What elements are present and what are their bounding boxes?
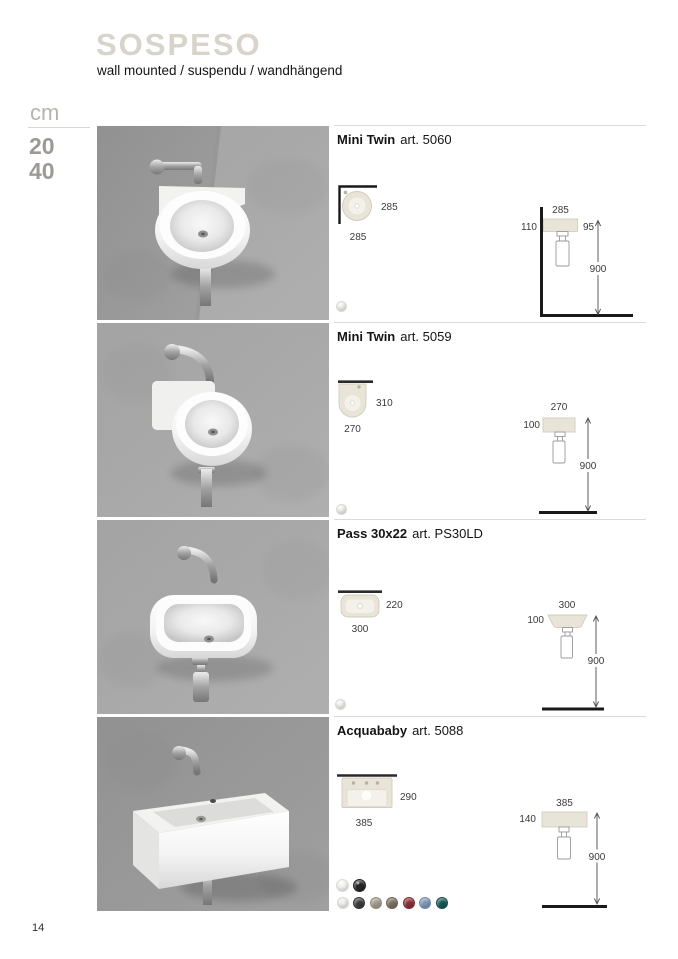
product-photo-oval-basin — [97, 520, 329, 714]
product-row — [0, 125, 678, 322]
top-view-drawing — [337, 776, 417, 830]
basin-side-view — [544, 219, 578, 232]
basin-side-view — [542, 812, 587, 827]
scale-20-label: 20 — [29, 133, 55, 159]
dim-label: 285 — [349, 232, 367, 243]
color-swatch — [336, 301, 347, 312]
technical-drawing — [330, 519, 660, 716]
dim-label: 270 — [344, 424, 361, 435]
dim-label: 900 — [589, 264, 607, 275]
tap-hole — [365, 781, 368, 784]
dim-label: 290 — [400, 792, 417, 803]
product-row — [0, 716, 678, 959]
dim-label: 220 — [386, 600, 403, 611]
color-swatch-glossy — [353, 879, 366, 892]
top-view-drawing — [340, 187, 399, 244]
dim-label: 385 — [556, 798, 573, 809]
page-title: SOSPESO — [96, 27, 262, 62]
product-name: Mini Twin — [337, 329, 396, 344]
dim-label: 100 — [523, 420, 540, 431]
siphon — [557, 232, 568, 237]
tap-hole — [376, 781, 379, 784]
product-name: Acquababy — [337, 723, 408, 738]
color-swatch-matte — [370, 897, 382, 909]
page-subtitle: wall mounted / suspendu / wandhängend — [97, 63, 343, 78]
product-row — [0, 519, 678, 716]
top-view-drawing — [338, 592, 403, 635]
unit-label: cm — [30, 100, 60, 125]
product-name: Mini Twin — [337, 132, 396, 147]
tap-hole — [344, 191, 348, 195]
side-view-drawing — [523, 402, 600, 513]
siphon — [563, 628, 573, 633]
dim-label: 140 — [519, 814, 536, 825]
side-view-drawing — [521, 205, 633, 316]
color-swatch-matte — [386, 897, 398, 909]
dim-label: 900 — [588, 852, 606, 863]
color-swatch-matte — [337, 897, 349, 909]
technical-drawing — [330, 125, 660, 322]
dim-label: 300 — [351, 624, 369, 635]
dim-label: 285 — [552, 205, 569, 216]
tap-hole — [357, 385, 360, 388]
dim-label: 270 — [550, 402, 568, 413]
product-photo-round-basin — [97, 323, 329, 517]
product-art: art. 5088 — [412, 723, 464, 738]
product-name: Pass 30x22 — [337, 526, 408, 541]
product-photo-corner-basin — [97, 126, 329, 320]
basin-side-view — [543, 418, 575, 432]
side-view-drawing — [527, 600, 608, 709]
dim-label: 95 — [583, 222, 595, 233]
dim-label: 285 — [381, 202, 398, 213]
technical-drawing — [330, 322, 660, 519]
product-photo-rect-basin — [97, 717, 329, 911]
dim-label: 110 — [521, 222, 537, 233]
dim-label: 310 — [376, 398, 393, 409]
dim-label: 900 — [579, 461, 597, 472]
scale-40-label: 40 — [29, 158, 55, 184]
color-swatch-matte — [353, 897, 365, 909]
product-art: art. PS30LD — [412, 526, 483, 541]
dim-label: 385 — [355, 818, 373, 829]
dim-label: 900 — [587, 656, 605, 667]
siphon — [559, 827, 569, 832]
dim-label: 100 — [527, 615, 544, 626]
siphon-chrome — [192, 657, 209, 702]
color-swatch-matte — [419, 897, 431, 909]
color-swatch-matte — [403, 897, 415, 909]
tap-hole — [352, 781, 355, 784]
product-art: art. 5060 — [400, 132, 452, 147]
color-swatch — [336, 504, 347, 515]
side-view-drawing — [519, 798, 610, 907]
siphon — [555, 432, 565, 437]
dim-label: 300 — [558, 600, 576, 611]
technical-drawing — [330, 716, 660, 916]
color-swatch — [335, 699, 346, 710]
color-swatch-matte — [436, 897, 448, 909]
color-swatch-glossy — [336, 879, 349, 892]
product-art: art. 5059 — [400, 329, 452, 344]
top-view-drawing — [338, 382, 393, 435]
basin-side-view — [548, 615, 587, 628]
page-number: 14 — [32, 922, 45, 934]
product-row — [0, 322, 678, 519]
